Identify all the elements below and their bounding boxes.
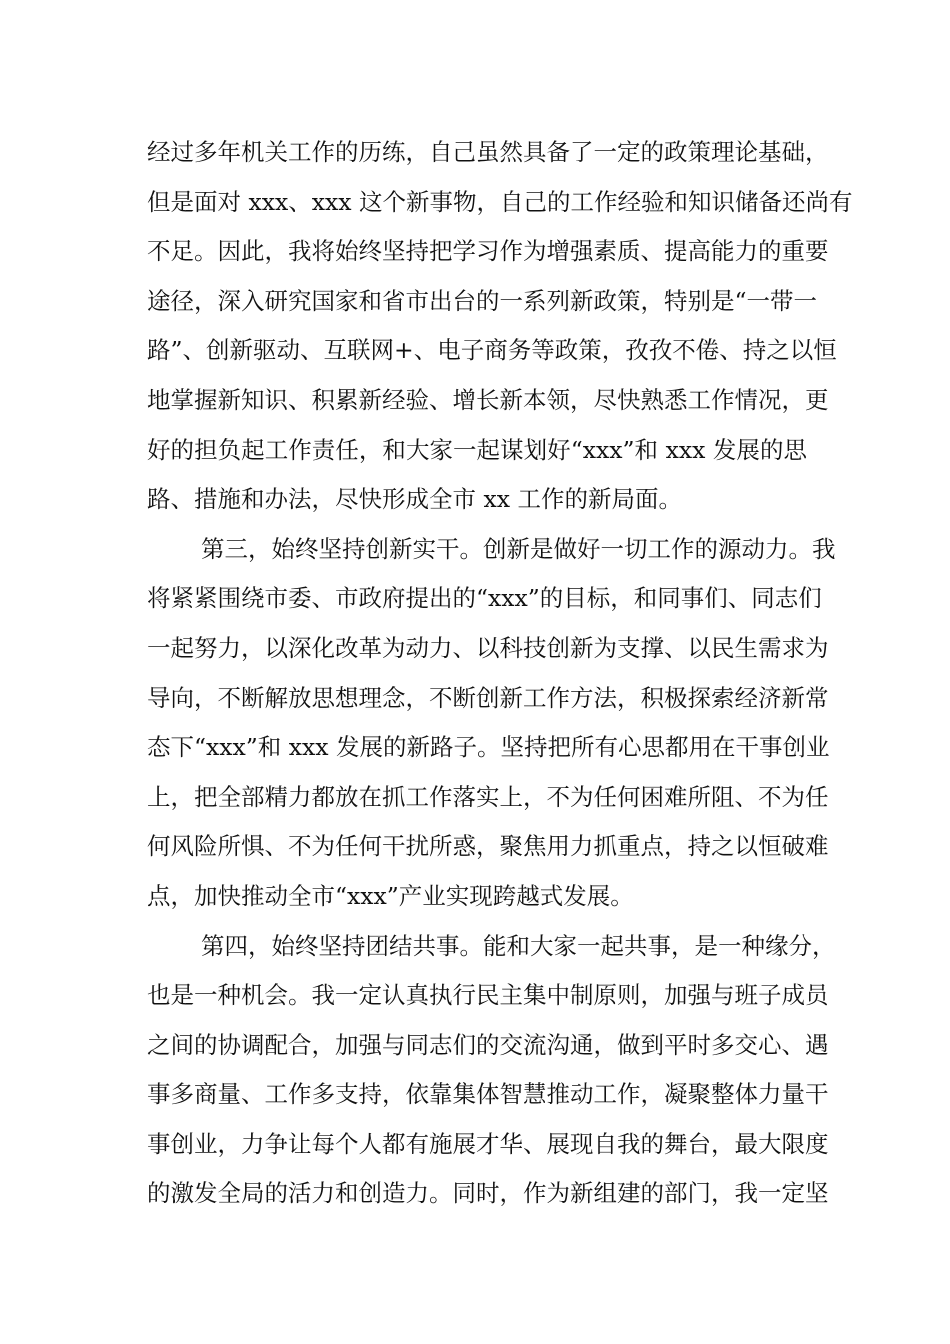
text-line: 之间的协调配合，加强与同志们的交流沟通，做到平时多交心、遇 [147, 1030, 829, 1059]
text-line: 将紧紧围绕市委、市政府提出的“xxx”的目标，和同事们、同志们 [147, 584, 822, 613]
paragraph-unity [147, 922, 836, 1220]
document-body [147, 128, 853, 1219]
text-line: 途径，深入研究国家和省市出台的一系列新政策，特别是“一带一 [147, 286, 818, 315]
text-line: 导向，不断解放思想理念，不断创新工作方法，积极探索经济新常 [147, 683, 829, 712]
text-line: 事多商量、工作多支持，依靠集体智慧推动工作，凝聚整体力量干 [147, 1080, 829, 1109]
text-line: 态下“xxx”和 xxx 发展的新路子。坚持把所有心思都用在干事创业 [147, 733, 830, 762]
text-line: 但是面对 xxx、xxx 这个新事物，自己的工作经验和知识储备还尚有 [147, 187, 853, 216]
text-line: 路”、创新驱动、互联网+、电子商务等政策，孜孜不倦、持之以恒 [147, 336, 837, 365]
text-line: 上，把全部精力都放在抓工作落实上，不为任何困难所阻、不为任 [147, 782, 829, 811]
text-line: 也是一种机会。我一定认真执行民主集中制原则，加强与班子成员 [147, 981, 829, 1010]
text-line: 第四，始终坚持团结共事。能和大家一起共事，是一种缘分， [201, 931, 836, 960]
text-line: 第三，始终坚持创新实干。创新是做好一切工作的源动力。我 [201, 534, 836, 563]
text-line: 好的担负起工作责任，和大家一起谋划好“xxx”和 xxx 发展的思 [147, 435, 807, 464]
text-line: 点，加快推动全市“xxx”产业实现跨越式发展。 [147, 881, 634, 910]
text-line: 不足。因此，我将始终坚持把学习作为增强素质、提高能力的重要 [147, 237, 829, 266]
text-line: 经过多年机关工作的历练，自己虽然具备了一定的政策理论基础， [147, 138, 829, 166]
paragraph-study [147, 128, 853, 525]
text-line: 路、措施和办法，尽快形成全市 xx 工作的新局面。 [147, 485, 682, 514]
text-line: 事创业，力争让每个人都有施展才华、展现自我的舞台，最大限度 [147, 1129, 829, 1158]
text-line: 一起努力，以深化改革为动力、以科技创新为支撑、以民生需求为 [147, 633, 829, 662]
paragraph-innovation [147, 525, 836, 922]
text-line: 地掌握新知识、积累新经验、增长新本领，尽快熟悉工作情况，更 [147, 385, 829, 414]
text-line: 何风险所惧、不为任何干扰所惑，聚焦用力抓重点，持之以恒破难 [147, 832, 829, 861]
text-line: 的激发全局的活力和创造力。同时，作为新组建的部门，我一定坚 [147, 1179, 829, 1208]
